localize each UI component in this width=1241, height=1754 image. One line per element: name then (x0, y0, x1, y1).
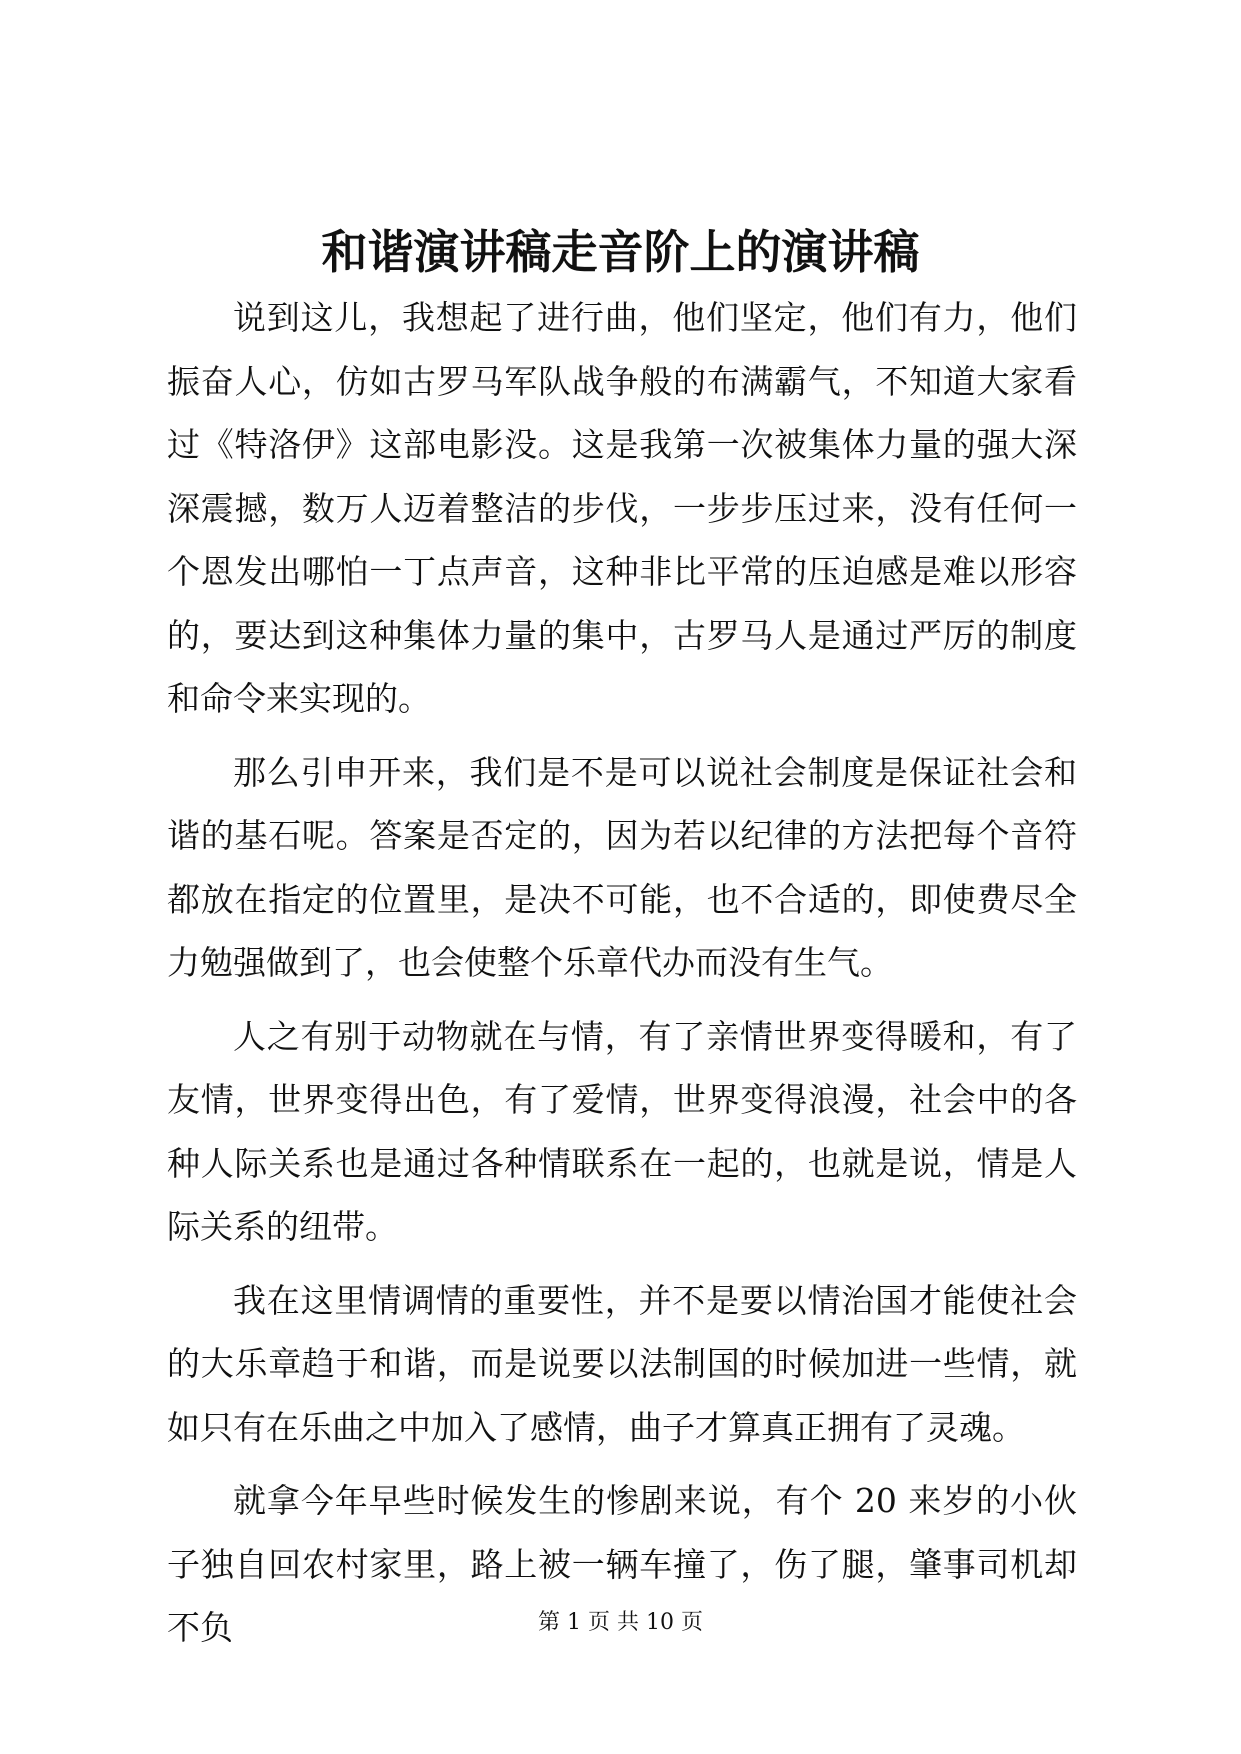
paragraph: 那么引申开来，我们是不是可以说社会制度是保证社会和谐的基石呢。答案是否定的，因为若以纪律的方法把每个音符都放在指定的位置里，是决不可能，也不合适的，即使费尽全力勉强做到了，也会使整个乐章代办而没有生气。 (167, 752, 1077, 982)
paragraph: 我在这里情调情的重要性，并不是要以情治国才能使社会的大乐章趋于和谐，而是说要以法制国的时候加进一些情，就如只有在乐曲之中加入了感情，曲子才算真正拥有了灵魂。 (167, 1280, 1077, 1447)
paragraph: 说到这儿，我想起了进行曲，他们坚定，他们有力，他们振奋人心，仿如古罗马军队战争般的布满霸气，不知道大家看过《特洛伊》这部电影没。这是我第一次被集体力量的强大深深震撼，数万人迈着整洁的步伐，一步步压过来，没有任何一个恩发出哪怕一丁点声音，这种非比平常的压迫感是难以形容的，要达到这种集体力量的集中，古罗马人是通过严厉的制度和命令来实现的。 (167, 298, 1077, 718)
page-footer: 第 1 页 共 10 页 (538, 1610, 703, 1635)
paragraph: 人之有别于动物就在与情，有了亲情世界变得暖和，有了友情，世界变得出色，有了爱情，世界变得浪漫，社会中的各种人际关系也是通过各种情联系在一起的，也就是说，情是人际关系的纽带。 (167, 1016, 1077, 1246)
paragraph: 就拿今年早些时候发生的惨剧来说，有个 20 来岁的小伙子独自回农村家里，路上被一辆车撞了，伤了腿，肇事司机却不负 (167, 1481, 1077, 1647)
document-title: 和谐演讲稿走音阶上的演讲稿 (321, 225, 920, 279)
document-body (167, 286, 1077, 1660)
